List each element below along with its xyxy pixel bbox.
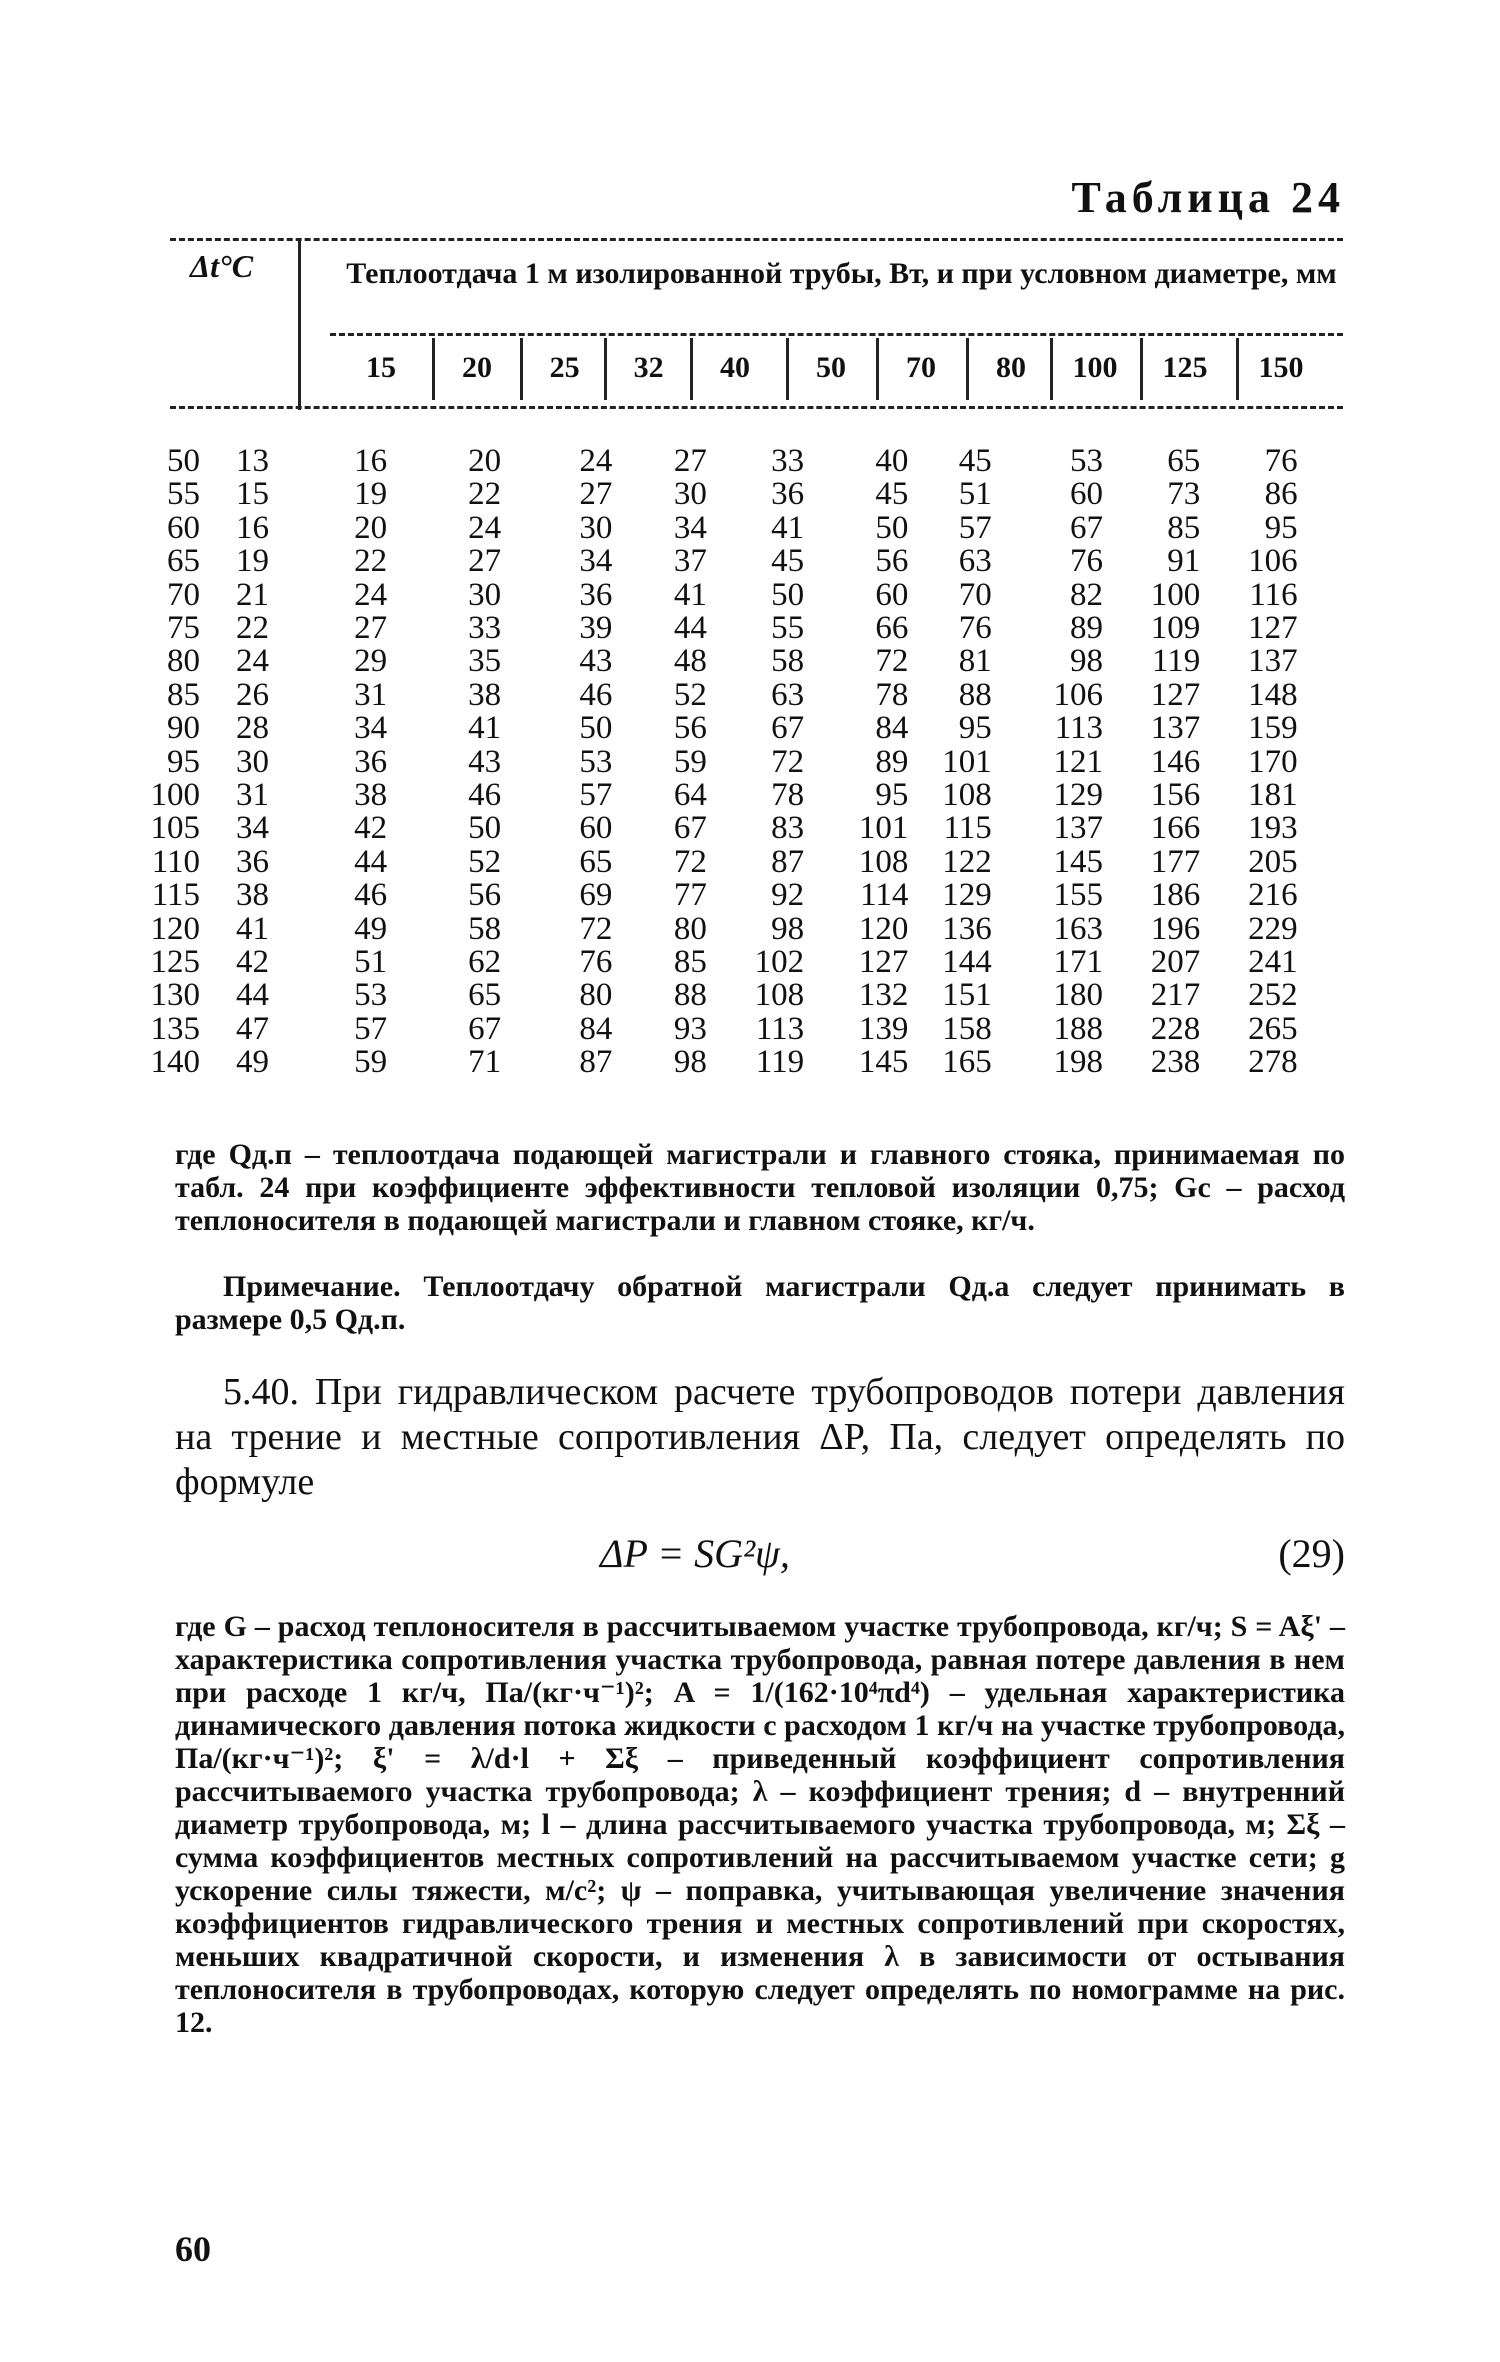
table-row xyxy=(150,977,1343,1014)
formula: ΔP = SG²ψ, xyxy=(600,1531,790,1576)
heat-loss-cell: 20 xyxy=(468,443,502,479)
heat-loss-cell: 46 xyxy=(579,676,613,713)
heat-loss-cell: 41 xyxy=(771,509,805,546)
heat-loss-cell: 38 xyxy=(236,877,269,914)
heat-loss-cell: 24 xyxy=(354,576,388,613)
heat-loss-cell: 216 xyxy=(1248,877,1298,914)
heat-loss-cell: 52 xyxy=(468,843,502,880)
heat-loss-cell: 59 xyxy=(354,1044,388,1081)
heat-loss-cell: 193 xyxy=(1248,810,1298,847)
diameter-32: 32 xyxy=(633,351,664,384)
heat-loss-cell: 76 xyxy=(1070,543,1103,580)
heat-loss-cell: 144 xyxy=(942,944,992,980)
temperature-cell: 105 xyxy=(150,810,200,847)
heat-loss-cell: 165 xyxy=(942,1044,992,1081)
heat-loss-cell: 56 xyxy=(468,877,502,914)
temperature-cell: 75 xyxy=(167,610,200,646)
table-row xyxy=(167,476,1343,513)
diameter-100: 100 xyxy=(1072,351,1118,384)
heat-loss-cell: 73 xyxy=(1167,476,1201,513)
temperature-cell: 135 xyxy=(150,1010,200,1047)
heat-loss-cell: 95 xyxy=(1264,509,1298,546)
heat-loss-cell: 122 xyxy=(942,843,992,880)
temperature-cell: 125 xyxy=(150,944,200,980)
heat-loss-cell: 163 xyxy=(1053,910,1103,947)
heat-loss-cell: 229 xyxy=(1248,910,1298,947)
heat-loss-cell: 171 xyxy=(1053,944,1103,980)
heat-loss-cell: 44 xyxy=(673,610,707,646)
heat-loss-cell: 41 xyxy=(468,710,502,747)
diameter-25: 25 xyxy=(549,351,580,384)
heat-loss-cell: 76 xyxy=(958,610,992,646)
heat-loss-cell: 127 xyxy=(1248,610,1298,646)
temperature-cell: 65 xyxy=(167,543,200,580)
table-row xyxy=(167,509,1343,546)
heat-loss-cell: 55 xyxy=(771,610,805,646)
heat-loss-cell: 38 xyxy=(354,777,388,813)
heat-loss-cell: 81 xyxy=(958,643,992,680)
diameter-divider xyxy=(786,338,789,400)
middle-rule xyxy=(330,333,1343,336)
table-row xyxy=(167,743,1343,780)
table-row xyxy=(150,944,1343,980)
heat-loss-cell: 24 xyxy=(579,443,613,479)
heat-loss-cell: 29 xyxy=(354,643,388,680)
heat-loss-cell: 30 xyxy=(579,509,613,546)
bottom-rule xyxy=(170,406,1343,409)
heat-loss-cell: 44 xyxy=(236,977,269,1014)
heat-loss-cell: 34 xyxy=(579,543,613,580)
heat-loss-cell: 67 xyxy=(771,710,805,747)
page-number: 60 xyxy=(175,2229,211,2269)
table-row xyxy=(150,777,1343,813)
heat-loss-cell: 121 xyxy=(1053,743,1103,780)
temperature-cell: 55 xyxy=(167,476,200,513)
heat-loss-cell: 19 xyxy=(354,476,388,513)
heat-loss-cell: 51 xyxy=(354,944,388,980)
heat-loss-cell: 177 xyxy=(1150,843,1201,880)
heat-loss-cell: 159 xyxy=(1248,710,1298,747)
heat-loss-cell: 46 xyxy=(468,777,502,813)
note-paragraph: Примечание. Теплоотдачу обратной магистрали Qд.а следует принимать в размере 0,5 Qд.п. xyxy=(175,1270,1345,1336)
heat-loss-cell: 33 xyxy=(771,443,805,479)
heat-loss-cell: 93 xyxy=(673,1010,707,1047)
heat-loss-cell: 50 xyxy=(771,576,805,613)
heat-loss-cell: 119 xyxy=(1152,643,1201,680)
heat-loss-cell: 72 xyxy=(673,843,707,880)
heat-loss-cell: 57 xyxy=(579,777,613,813)
heat-loss-cell: 53 xyxy=(1070,443,1103,479)
heat-loss-cell: 205 xyxy=(1248,843,1298,880)
heat-loss-cell: 77 xyxy=(673,877,707,914)
temperature-cell: 110 xyxy=(151,843,200,880)
heat-loss-cell: 115 xyxy=(943,810,992,847)
heat-loss-cell: 33 xyxy=(468,610,502,646)
heat-loss-cell: 108 xyxy=(754,977,805,1014)
table-row xyxy=(150,1010,1343,1047)
heat-loss-cell: 170 xyxy=(1248,743,1298,780)
heat-loss-cell: 101 xyxy=(942,743,992,780)
heat-loss-cell: 22 xyxy=(468,476,502,513)
heat-loss-cell: 57 xyxy=(354,1010,388,1047)
diameter-divider xyxy=(1050,338,1053,400)
heat-loss-cell: 27 xyxy=(468,543,502,580)
heat-loss-cell: 20 xyxy=(354,509,388,546)
heat-loss-cell: 109 xyxy=(1150,610,1201,646)
heat-loss-cell: 80 xyxy=(673,910,707,947)
heat-loss-cell: 129 xyxy=(1053,777,1103,813)
heat-loss-cell: 24 xyxy=(236,643,269,680)
heat-loss-cell: 145 xyxy=(1053,843,1103,880)
heat-loss-cell: 151 xyxy=(942,977,992,1014)
heat-loss-cell: 27 xyxy=(579,476,613,513)
section-paragraph: 5.40. При гидравлическом расчете трубопроводов потери давления на трение и местные сопротивления ΔP, Па, следует определять по формуле xyxy=(175,1371,1345,1503)
heat-loss-cell: 67 xyxy=(468,1010,502,1047)
diameter-125: 125 xyxy=(1162,351,1208,384)
heat-loss-cell: 181 xyxy=(1248,777,1298,813)
heat-loss-cell: 37 xyxy=(673,543,707,580)
heat-loss-cell: 53 xyxy=(579,743,613,780)
heat-loss-cell: 113 xyxy=(755,1010,805,1047)
heat-loss-cell: 83 xyxy=(771,810,805,847)
heat-loss-cell: 16 xyxy=(354,443,388,479)
diameter-divider xyxy=(690,338,693,400)
diameter-50: 50 xyxy=(816,351,846,384)
heat-loss-cell: 47 xyxy=(236,1010,269,1047)
heat-loss-cell: 78 xyxy=(771,777,805,813)
heat-loss-cell: 50 xyxy=(468,810,502,847)
heat-loss-cell: 129 xyxy=(942,877,992,914)
heat-loss-cell: 198 xyxy=(1053,1044,1103,1081)
top-rule xyxy=(170,238,1343,241)
heat-loss-cell: 207 xyxy=(1150,944,1201,980)
temperature-cell: 120 xyxy=(150,910,200,947)
heat-loss-cell: 80 xyxy=(579,977,613,1014)
heat-loss-cell: 89 xyxy=(1070,610,1103,646)
heat-loss-cell: 120 xyxy=(858,910,909,947)
heat-loss-cell: 65 xyxy=(579,843,613,880)
heat-loss-cell: 19 xyxy=(236,543,269,580)
heat-loss-cell: 45 xyxy=(875,476,909,513)
heat-loss-cell: 36 xyxy=(579,576,613,613)
heat-loss-cell: 86 xyxy=(1264,476,1298,513)
heat-loss-cell: 98 xyxy=(771,910,805,947)
header-caption: Теплоотдача 1 м изолированной трубы, Вт, и при условном диаметре, мм xyxy=(346,257,1337,290)
heat-loss-cell: 46 xyxy=(354,877,388,914)
diameter-divider xyxy=(876,338,879,400)
table-row xyxy=(167,710,1343,747)
temperature-cell: 70 xyxy=(167,576,200,613)
diameter-divider xyxy=(1236,338,1239,400)
table-row xyxy=(167,543,1343,580)
heat-loss-cell: 146 xyxy=(1150,743,1201,780)
heat-loss-cell: 70 xyxy=(958,576,992,613)
diameter-40: 40 xyxy=(720,351,750,384)
temperature-cell: 130 xyxy=(150,977,200,1014)
heat-loss-cell: 108 xyxy=(942,777,992,813)
diameter-divider xyxy=(520,338,523,400)
heat-loss-cell: 34 xyxy=(673,509,707,546)
heat-loss-cell: 44 xyxy=(354,843,388,880)
heat-loss-cell: 38 xyxy=(468,676,502,713)
heat-loss-cell: 39 xyxy=(579,610,613,646)
heat-loss-cell: 13 xyxy=(236,443,269,479)
heat-loss-cell: 69 xyxy=(579,877,613,914)
heat-loss-cell: 156 xyxy=(1150,777,1201,813)
temperature-cell: 95 xyxy=(167,743,200,780)
heat-loss-cell: 52 xyxy=(673,676,707,713)
heat-loss-cell: 31 xyxy=(354,676,388,713)
heat-loss-cell: 63 xyxy=(771,676,805,713)
heat-loss-cell: 56 xyxy=(875,543,909,580)
heat-loss-cell: 88 xyxy=(673,977,707,1014)
heat-loss-cell: 132 xyxy=(858,977,909,1014)
temperature-cell: 115 xyxy=(151,877,200,914)
heat-loss-cell: 137 xyxy=(1053,810,1103,847)
heat-loss-cell: 158 xyxy=(942,1010,992,1047)
heat-loss-cell: 60 xyxy=(1070,476,1103,513)
temperature-cell: 85 xyxy=(167,676,200,713)
heat-loss-cell: 108 xyxy=(858,843,909,880)
heat-loss-cell: 36 xyxy=(354,743,388,780)
diameter-15: 15 xyxy=(366,351,396,384)
heat-loss-cell: 43 xyxy=(579,643,613,680)
heat-loss-cell: 35 xyxy=(468,643,502,680)
heat-loss-cell: 49 xyxy=(354,910,388,947)
heat-loss-cell: 50 xyxy=(579,710,613,747)
heat-loss-cell: 65 xyxy=(468,977,502,1014)
heat-loss-cell: 241 xyxy=(1248,944,1298,980)
heat-loss-cell: 51 xyxy=(958,476,992,513)
heat-loss-cell: 67 xyxy=(1070,509,1103,546)
heat-loss-cell: 137 xyxy=(1150,710,1201,747)
heat-loss-cell: 59 xyxy=(673,743,707,780)
diameter-150: 150 xyxy=(1258,351,1304,384)
heat-loss-cell: 100 xyxy=(1150,576,1201,613)
heat-loss-cell: 265 xyxy=(1248,1010,1298,1047)
heat-loss-cell: 137 xyxy=(1248,643,1298,680)
heat-loss-cell: 278 xyxy=(1248,1044,1298,1081)
heat-loss-cell: 15 xyxy=(236,476,269,513)
table-title: Таблица 24 xyxy=(1071,173,1345,222)
heat-loss-cell: 62 xyxy=(468,944,502,980)
heat-loss-cell: 22 xyxy=(236,610,269,646)
heat-loss-cell: 64 xyxy=(673,777,707,813)
heat-loss-cell: 60 xyxy=(875,576,909,613)
heat-loss-cell: 67 xyxy=(673,810,707,847)
temperature-cell: 90 xyxy=(167,710,200,747)
heat-loss-cell: 66 xyxy=(875,610,909,646)
heat-loss-cell: 41 xyxy=(236,910,269,947)
heat-loss-cell: 106 xyxy=(1248,543,1298,580)
table-row xyxy=(167,576,1343,613)
heat-loss-cell: 145 xyxy=(858,1044,909,1081)
table-row xyxy=(167,643,1343,680)
table-row xyxy=(151,843,1343,880)
table-header xyxy=(170,238,1343,410)
heat-loss-cell: 89 xyxy=(875,743,909,780)
heat-loss-cell: 139 xyxy=(858,1010,909,1047)
heat-loss-cell: 16 xyxy=(236,509,269,546)
temperature-cell: 60 xyxy=(167,509,200,546)
heat-loss-cell: 72 xyxy=(875,643,909,680)
heat-loss-cell: 238 xyxy=(1150,1044,1201,1081)
heat-loss-cell: 76 xyxy=(1264,443,1298,479)
table-row xyxy=(167,443,1343,479)
table-row xyxy=(150,910,1343,947)
heat-loss-cell: 148 xyxy=(1248,676,1298,713)
heat-loss-cell: 155 xyxy=(1053,877,1103,914)
heat-loss-cell: 30 xyxy=(468,576,502,613)
heat-loss-cell: 36 xyxy=(771,476,805,513)
where-paragraph-2: где G – расход теплоносителя в рассчитываемом участке трубопровода, кг/ч; S = Aξ' – характеристика сопротивления участка трубопровода, равная потере давления в нем при расходе 1 кг/ч, Па/(кг·ч⁻¹)²; A = 1/(162·10⁴πd⁴) – удельная характеристика динамического давления потока жидкости с расходом 1 кг/ч на участке трубопровода, Па/(кг·ч⁻¹)²; ξ' = λ/d·l + Σξ – приведенный коэффициент сопротивления рассчитываемого участка трубопровода; λ – коэффициент трения; d – внутренний диаметр трубопровода, м; l – длина рассчитываемого участка трубопровода, м; Σξ – сумма коэффициентов местных сопротивлений на рассчитываемом участке сети; g ускорение силы тяжести, м/с²; ψ – поправка, учитывающая увеличение значения коэффициентов гидравлического трения и местных сопротивлений при скоростях, меньших квадратичной скорости, и изменения λ в зависимости от остывания теплоносителя в трубопроводах, которую следует определять по номограмме на рис. 12. xyxy=(175,1610,1345,2039)
diameter-divider xyxy=(432,338,435,400)
heat-loss-cell: 78 xyxy=(875,676,909,713)
heat-loss-cell: 24 xyxy=(468,509,502,546)
heat-loss-cell: 72 xyxy=(579,910,613,947)
heat-loss-cell: 95 xyxy=(875,777,909,813)
heat-loss-cell: 22 xyxy=(354,543,388,580)
heat-loss-cell: 42 xyxy=(354,810,388,847)
heat-loss-cell: 98 xyxy=(673,1044,707,1081)
heat-loss-cell: 186 xyxy=(1150,877,1201,914)
heat-loss-cell: 34 xyxy=(236,810,269,847)
temperature-cell: 80 xyxy=(167,643,200,680)
heat-loss-cell: 56 xyxy=(673,710,707,747)
heat-loss-cell: 91 xyxy=(1167,543,1201,580)
heat-loss-cell: 127 xyxy=(858,944,909,980)
heat-loss-cell: 30 xyxy=(673,476,707,513)
heat-loss-cell: 98 xyxy=(1070,643,1103,680)
heat-loss-cell: 57 xyxy=(958,509,992,546)
heat-loss-cell: 101 xyxy=(858,810,909,847)
heat-loss-cell: 58 xyxy=(468,910,502,947)
heat-loss-cell: 26 xyxy=(236,676,269,713)
heat-loss-cell: 113 xyxy=(1054,710,1103,747)
temperature-cell: 140 xyxy=(150,1044,200,1081)
heat-loss-cell: 92 xyxy=(771,877,805,914)
heat-loss-cell: 166 xyxy=(1150,810,1201,847)
heat-loss-cell: 49 xyxy=(236,1044,269,1081)
heat-loss-cell: 40 xyxy=(875,443,909,479)
table-row xyxy=(150,1044,1343,1081)
temperature-cell: 100 xyxy=(150,777,200,813)
diameter-divider xyxy=(1140,338,1143,400)
diameter-20: 20 xyxy=(462,351,492,384)
heat-loss-cell: 188 xyxy=(1053,1010,1103,1047)
table-row xyxy=(167,676,1343,713)
heat-loss-cell: 136 xyxy=(942,910,992,947)
diameter-row xyxy=(298,338,1343,398)
heat-loss-cell: 196 xyxy=(1150,910,1201,947)
heat-loss-cell: 34 xyxy=(354,710,388,747)
heat-loss-cell: 84 xyxy=(875,710,909,747)
heat-loss-cell: 50 xyxy=(875,509,909,546)
heat-loss-cell: 27 xyxy=(673,443,707,479)
heat-loss-cell: 85 xyxy=(673,944,707,980)
heat-loss-cell: 48 xyxy=(673,643,707,680)
heat-loss-cell: 217 xyxy=(1150,977,1201,1014)
where-paragraph-1: где Qд.п – теплоотдача подающей магистрали и главного стояка, принимаемая по табл. 24 при коэффициенте эффективности тепловой изоляции 0,75; Gc – расход теплоносителя в подающей магистрали и главном стояке, кг/ч. xyxy=(175,1138,1345,1237)
heat-loss-cell: 252 xyxy=(1248,977,1298,1014)
heat-loss-cell: 42 xyxy=(236,944,269,980)
diameter-divider xyxy=(604,338,607,400)
heat-loss-cell: 88 xyxy=(958,676,992,713)
heat-loss-cell: 119 xyxy=(755,1044,805,1081)
table-row xyxy=(151,877,1343,914)
temperature-difference-label: Δt°C xyxy=(190,248,254,284)
table-row xyxy=(150,810,1343,847)
heat-loss-cell: 95 xyxy=(958,710,992,747)
heat-loss-cell: 45 xyxy=(958,443,992,479)
heat-loss-cell: 36 xyxy=(236,843,269,880)
heat-loss-cell: 21 xyxy=(236,576,269,613)
heat-loss-cell: 106 xyxy=(1053,676,1103,713)
heat-loss-cell: 63 xyxy=(958,543,992,580)
heat-loss-cell: 76 xyxy=(579,944,613,980)
heat-loss-cell: 127 xyxy=(1150,676,1201,713)
heat-loss-cell: 60 xyxy=(579,810,613,847)
heat-loss-cell: 84 xyxy=(579,1010,613,1047)
diameter-divider xyxy=(966,338,969,400)
heat-loss-cell: 31 xyxy=(236,777,269,813)
heat-loss-cell: 102 xyxy=(754,944,805,980)
heat-loss-cell: 45 xyxy=(771,543,805,580)
heat-loss-cell: 43 xyxy=(468,743,502,780)
heat-loss-cell: 180 xyxy=(1053,977,1103,1014)
heat-loss-cell: 28 xyxy=(236,710,269,747)
heat-loss-cell: 27 xyxy=(354,610,388,646)
heat-loss-cell: 87 xyxy=(771,843,805,880)
heat-loss-cell: 53 xyxy=(354,977,388,1014)
heat-loss-cell: 72 xyxy=(771,743,805,780)
heat-loss-cell: 116 xyxy=(1249,576,1298,613)
heat-loss-cell: 85 xyxy=(1167,509,1201,546)
heat-loss-cell: 228 xyxy=(1150,1010,1201,1047)
heat-loss-cell: 41 xyxy=(673,576,707,613)
temperature-cell: 50 xyxy=(167,443,200,479)
heat-loss-cell: 30 xyxy=(236,743,269,780)
diameter-70: 70 xyxy=(906,351,936,384)
heat-loss-cell: 82 xyxy=(1070,576,1103,613)
heat-loss-cell: 114 xyxy=(860,877,909,914)
formula-number: (29) xyxy=(1278,1531,1345,1576)
heat-loss-cell: 58 xyxy=(771,643,805,680)
heat-loss-cell: 87 xyxy=(579,1044,613,1081)
diameter-80: 80 xyxy=(996,351,1026,384)
heat-loss-cell: 65 xyxy=(1167,443,1201,479)
heat-loss-cell: 71 xyxy=(468,1044,502,1081)
table-row xyxy=(167,610,1343,646)
